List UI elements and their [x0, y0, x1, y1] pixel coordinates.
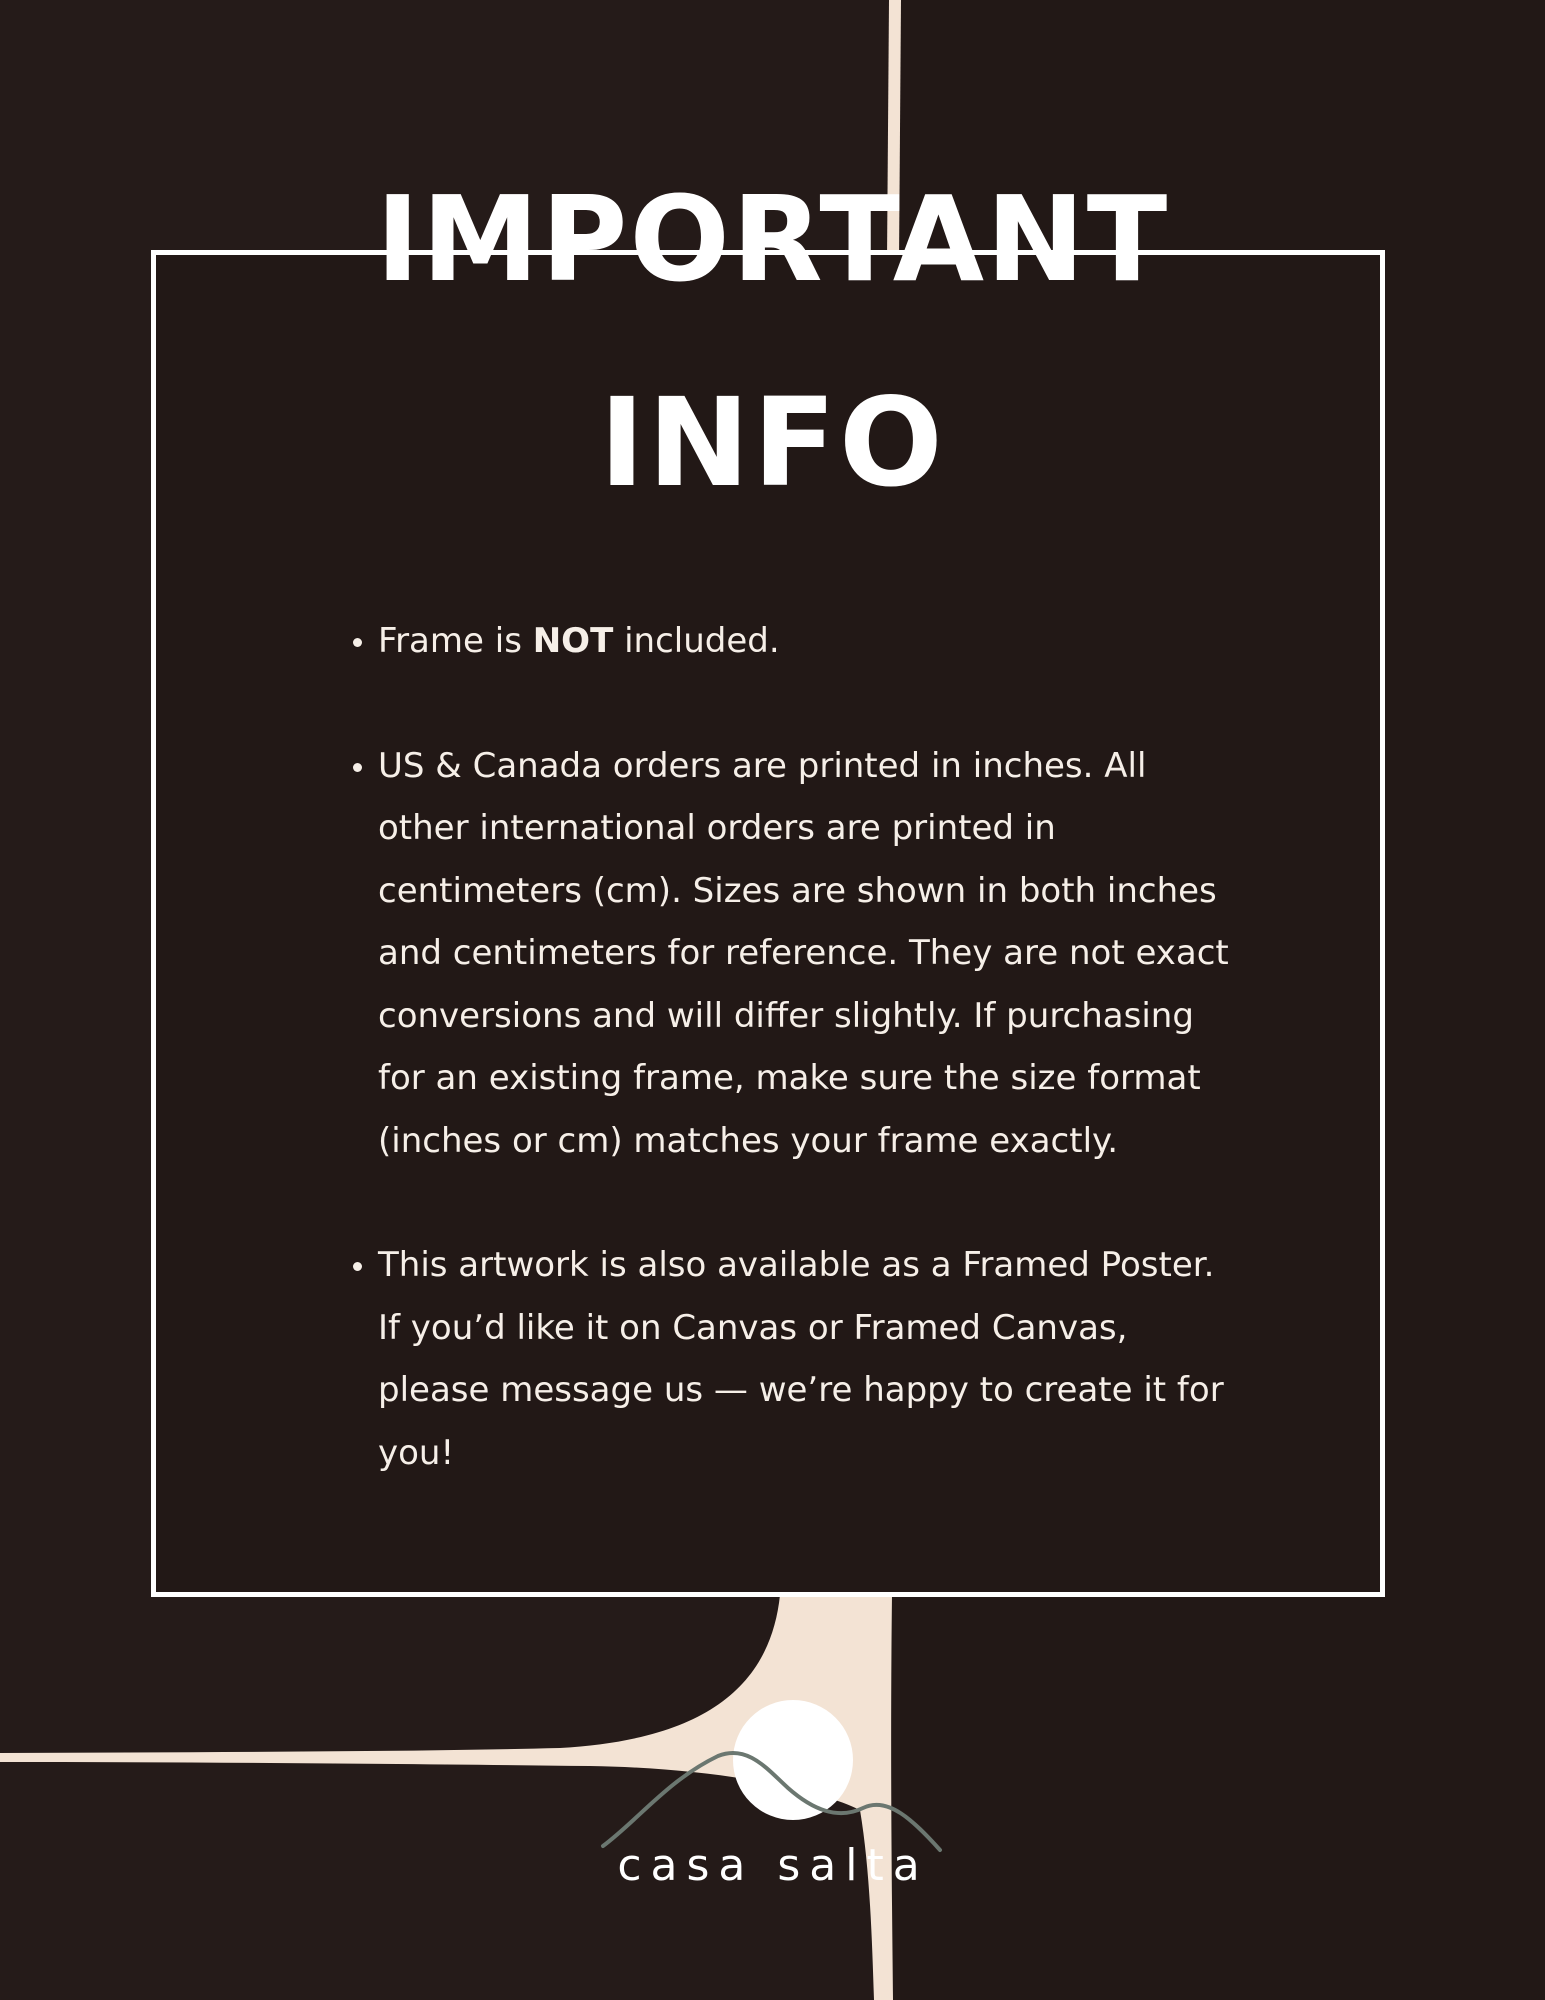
- info-item-availability: • This artwork is also available as a Framed Poster. If you’d like it on Canvas or Framed Canvas, please message us — we’re happy to create it for you!: [378, 1234, 1230, 1484]
- title-important: IMPORTANT: [375, 170, 1170, 308]
- info-item-sizes: • US & Canada orders are printed in inches. All other international orders are printed in centimeters (cm). Sizes are shown in both inches and centimeters for reference. They are not exact conversions and will differ slightly. If purchasing for an existing frame, make sure the size format (inches or cm) matches your frame exactly.: [378, 735, 1230, 1173]
- info-item-frame-before: Frame is: [378, 621, 533, 661]
- info-list: [330, 610, 1230, 1546]
- title-info: INFO: [599, 372, 946, 514]
- info-item-frame: [378, 610, 1230, 673]
- info-item-frame-after: included.: [613, 621, 780, 661]
- info-item-frame-bold: NOT: [532, 621, 614, 661]
- brand-name: casa salta: [617, 1840, 929, 1891]
- sun-icon: [733, 1700, 853, 1820]
